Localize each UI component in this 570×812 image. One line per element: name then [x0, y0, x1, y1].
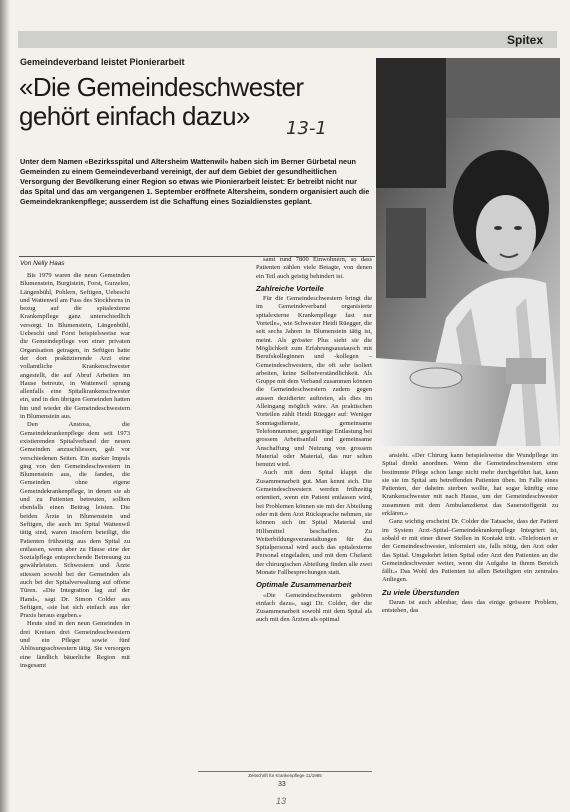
subheading-ueberstunden: Zu viele Überstunden — [382, 587, 460, 597]
journal-footer: Zeitschrift für Krankenpflege 11/1985 — [248, 773, 322, 778]
section-label: Spitex — [506, 32, 543, 47]
nurse-photo — [376, 58, 560, 446]
handwritten-note: 13-1 — [286, 118, 327, 139]
paragraph: Bis 1979 waren die neun Gemeinden Blumenstein, Burgistein, Forst, Gurzelen, Längenbühl, Pohlern, Seftigen, Uebeschi und Wattenwil am Fuss des Stockhorns in bezug auf die spitalexterne Krankenpflege ganz unterschiedlich versorgt. In Blumenstein, Längenbühl, Uebeschi und Forst beispielsweise war die Gemeindepflege von einer privaten Organisation getragen, in Seftigen hatte der dort praktizierende Arzt eine vollamtliche Krankenschwester angestellt, die auf Abruf Arbeiten im Hause betreute, in Wattenwil sprang allenfalls eine Spitalkrankenschwester ein, und in den übrigen Gemeinden hatten hin und wieder die Gemeindeschwestern in Blumenstein aus. — [20, 272, 130, 421]
article-headline: «Die Gemeindeschwester gehört einfach dazu» — [19, 72, 304, 131]
paragraph: ansieht. «Der Chirurg kann beispielsweise die Wundpflege im Spital direkt anordnen. Wenn die Gemeindeschwestern eine bestimmte Pflege schon lange nicht mehr durchgeführt hat, kann sie sie im Spital am betreffenden Patienten üben. Im Falle eines Patienten, der daheim sterben wollte, hat sogar künftig eine Krankenschwester mit nach Hause, um der Gemeindeschwester zusammen mit dem Ambulanzdienst das Sauerstoffgerät zu erklären.» — [382, 452, 558, 518]
paragraph: «Die Gemeindeschwestern gehören einfach dazu», sagt Dr. Colder, der die Zusammenarbeit sowohl mit dem Spital als auch mit den Ärzten als optimal — [256, 591, 372, 624]
paragraph: Heute sind in den neun Gemeinden in drei Kreisen drei Gemeindeschwestern und ein Pfleger sowie fünf Ablösungsschwestern tätig. Sie versorgen eine ländlich bäuerliche Region mit insgesamt — [20, 620, 130, 669]
paragraph: Für die Gemeindeschwestern bringt die im Gemeindeverband organisierte spitalexterne Krankenpflege fast nur Vorteile», wie Schwester Heidi Rüegger, die seit sechs Jahren in Blumenstein tätig ist, meint. Als grösster Plus sieht sie die Möglichkeit zum Erfahrungsaustausch mit Berufskolleginnen und -kollegen – Gemeindeschwestern, die oft sehr isoliert arbeiten, keine Selbstverständlichkeit. Als Gruppe mit dem Verband zusammen können die Gemeindeschwestern zudem gegen aussen dezidierter auftreten, als dies im Alleingang möglich wäre. An praktischen Vorteilen zählt Heidi Rüegger auf: Weniger Sonntagsdienste, gemeinsame Telefonnummer, gegenseitige Entlastung bei grossem Arbeitsanfall und gemeinsame Anschaffung und Nutzung von grossem Material oder Material, das nur selten benutzt wird. — [256, 295, 372, 469]
article-lead: Unter dem Namen «Bezirksspital und Altersheim Wattenwil» haben sich im Berner Gürbetal neun Gemeinden zu einem Gemeindeverband vereinigt, der auf dem Gebiet der gesundheitlichen Versorgung der Bevölkerung einer Region so etwas wie Pionierarbeit leistet: Er betreibt nicht nur das Spital und das am vergangenen 1. September eröffnete Altersheim, sondern organisiert auch die Gemeindekrankenpflege; ausserdem ist die Schaffung eines Sozialdienstes geplant. — [20, 157, 370, 206]
paragraph: Ganz wichtig erscheint Dr. Colder die Tatsache, dass der Patient im System Arzt–Spital–Gemeindekrankenpflege Integriert ist, sobald er mit einer dieser Stellen in Kontakt tritt. «Telefoniert er der Gemeindeschwester, informiert sie, falls nötig, den Arzt oder das Spital. Umgekehrt leiten Spital oder Arzt den Patienten an die Gemeindeschwester weiter, wenn die Aufgabe in ihrem Bereich fällt.» Das Wohl des Patienten ist allen Beteiligten ein zentrales Anliegen. — [382, 518, 558, 584]
text-column-4 — [382, 452, 558, 616]
handwritten-page-mark: 13 — [276, 796, 287, 806]
section-banner — [18, 31, 557, 48]
article-kicker: Gemeindeverband leistet Pionierarbeit — [20, 57, 185, 67]
text-column-3 — [256, 256, 372, 625]
page-binding-shadow — [0, 0, 10, 812]
article-byline: Von Nelly Haas — [20, 260, 65, 267]
paragraph: Daran ist auch ablesbar, dass das einige grössere Problem, entstehen, das — [382, 599, 558, 615]
footer-divider — [198, 771, 372, 772]
paragraph: samt rund 7800 Einwohnern, so dass Patienten zählen viele Betagte, von denen ein Teil auch geistig behindert ist. — [256, 256, 372, 280]
page-number: 33 — [278, 781, 286, 788]
subheading-vorteile: Zahlreiche Vorteile — [256, 283, 324, 293]
paragraph: Auch mit dem Spital klappt die Zusammenarbeit gut. Man kennt sich. Die Gemeindeschwestern werden frühzeitig orientiert, wenn ein Patient entlassen wird, bei Problemen können sie mit der Abteilung oder mit dem Arzt Rücksprache nehmen, sie können sich im Spital Material und Hilfsmittel beschaffen. Zu Weiterbildungsveranstaltungen für das Spitalpersonal wird auch das spitalexterne Personal eingeladen, und mit dem Chefarzt der chirurgischen Abteilung finden alle zwei Monate Fallbesprechungen statt. — [256, 469, 372, 576]
nurse-photo-illustration — [376, 58, 560, 446]
text-column-1 — [20, 272, 130, 670]
paragraph: Den Anstoss, die Gemeindekrankenpflege dem seit 1973 existierenden Spitalverband der neuen Gemeinden anzuschliessen, gab vor verschiedenen Seiten. Ein starker Impuls ging von den Gemeindeschwestern in Blumenstein aus, die fanden, die Gemeinden ohne eigene Gemeindekrankenpflege, in denen sie ab und zu Patienten betreuten, sollten ebenfalls einen Beitrag leisten. Die beiden Ärzte in Blumenstein und Seftigen, die auch im Spital Wattenwil tätig sind, waren insofern beteiligt, die Patienten frühzeitig aus dem Spital zu entlassen, wenn aber zu Hause eine der Sozialpflege entsprechende Betreuung zu gewährleisten. Schwestern und Ärzte stiessen sowohl bei der Gemeinden als auch bei der Spitalverwaltung auf offene Türen. «Die Integration lag auf der Hand», sagt Dr. Simon Colder aus Seftigen, «sie hat sich einfach aus der Praxis heraus ergeben.» — [20, 421, 130, 620]
subheading-zusammenarbeit: Optimale Zusammenarbeit — [256, 580, 352, 590]
